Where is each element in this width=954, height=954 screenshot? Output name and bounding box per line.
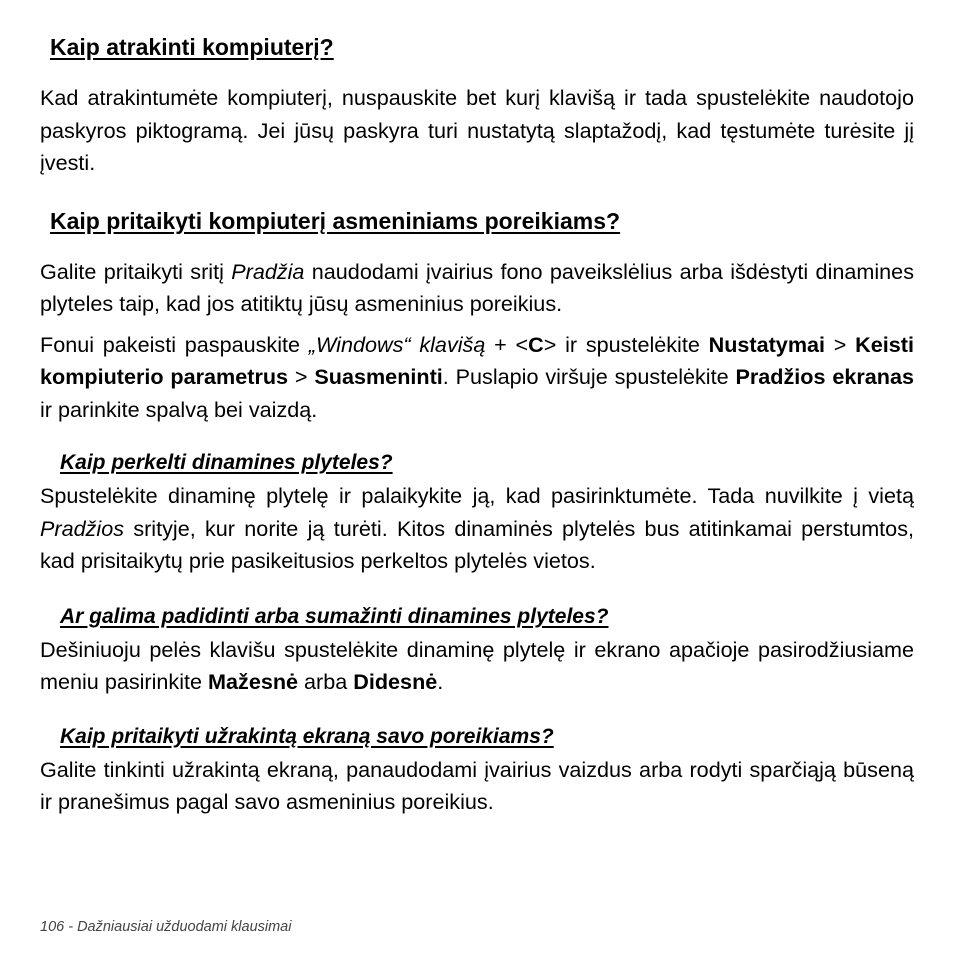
term-start-screen: Pradžios ekranas: [735, 364, 914, 389]
key-c: C: [528, 331, 544, 357]
paragraph-change-background: Fonui pakeisti paspauskite „Windows“ klavišą + <C> ir spustelėkite Nustatymai > Keisti kompiuterio parametrus > Suasmeninti. Puslapio viršuje spustelėkite Pradžios ekranas ir parinkite spalvą bei vaizdą.: [40, 331, 914, 422]
term-start: Pradžia: [231, 258, 305, 284]
term-start-area: Pradžios: [40, 515, 125, 541]
paragraph-move-tiles: Spustelėkite dinaminę plytelę ir palaikykite ją, kad pasirinktumėte. Tada nuvilkite į vietą Pradžios srityje, kur norite ją turėti. Kitos dinaminės plytelės bus atitinkamai perstumtos, kad prisitaikytų prie pasikeitusios perkeltos plytelės vietos.: [40, 483, 914, 573]
paragraph-unlock-computer: Kad atrakintumėte kompiuterį, nuspauskite bet kurį klavišą ir tada spustelėkite naudotojo paskyros piktogramą. Jei jūsų paskyra turi nustatytą slaptažodį, kad tęstumėte turėsite jį įvesti.: [40, 85, 914, 175]
term-smaller: Mažesnė: [208, 669, 299, 694]
subheading-move-tiles: Kaip perkelti dinamines plyteles?: [60, 451, 393, 474]
heading-personalize-computer: Kaip pritaikyti kompiuterį asmeniniams poreikiams?: [50, 207, 621, 234]
term-larger: Didesnė: [353, 669, 438, 694]
term-change-pc-settings: Keisti kompiuterio parametrus: [40, 331, 914, 389]
paragraph-lock-screen: Galite tinkinti užrakintą ekraną, panaudodami įvairius vaizdus arba rodyti sparčiąją būseną ir pranešimus pagal savo asmeninius poreikius.: [40, 756, 914, 814]
page-footer: 106 - Dažniausiai užduodami klausimai: [40, 919, 292, 935]
term-personalize: Suasmeninti: [314, 364, 443, 389]
term-windows-key: „Windows“ klavišą: [308, 331, 486, 357]
subheading-resize-tiles: Ar galima padidinti arba sumažinti dinamines plyteles?: [60, 604, 609, 628]
subheading-lock-screen: Kaip pritaikyti užrakintą ekraną savo poreikiams?: [60, 724, 554, 748]
heading-unlock-computer: Kaip atrakinti kompiuterį?: [50, 34, 334, 60]
term-settings: Nustatymai: [708, 331, 826, 357]
paragraph-resize-tiles: Dešiniuoju pelės klavišu spustelėkite dinaminę plytelę ir ekrano apačioje pasirodžiusiame meniu pasirinkite Mažesnė arba Didesnė.: [40, 636, 914, 694]
paragraph-personalize-start: Galite pritaikyti sritį Pradžia naudodami įvairius fono paveikslėlius arba išdėstyti dinamines plyteles taip, kad jos atitiktų jūsų asmeninius poreikius.: [40, 258, 914, 316]
document-page: [40, 30, 914, 819]
